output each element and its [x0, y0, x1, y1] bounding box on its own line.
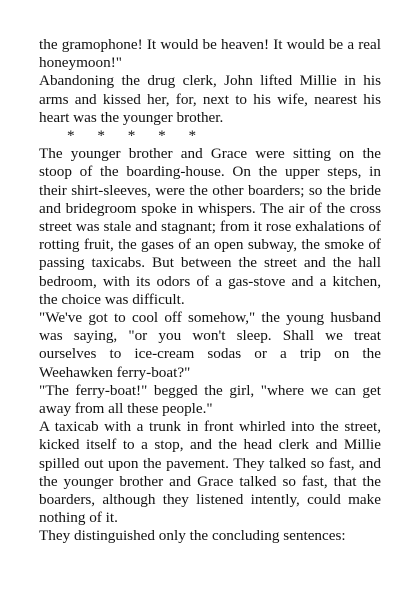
paragraph-1: the gramophone! It would be heaven! It would be a real honeymoon!" [39, 36, 381, 72]
paragraph-4: "We've got to cool off somehow," the young husband was saying, "or you won't sleep. Shall we treat ourselves to ice-cream sodas or a trip on the Weehawken ferry-boat?" [39, 309, 381, 381]
paragraph-7: They distinguished only the concluding sentences: [39, 527, 346, 545]
section-break: * * * * * [67, 127, 197, 145]
paragraph-2: Abandoning the drug clerk, John lifted Millie in his arms and kissed her, for, next to his wife, nearest his heart was the younger brother. [39, 72, 381, 126]
paragraph-6: A taxicab with a trunk in front whirled into the street, kicked itself to a stop, and the head clerk and Millie spilled out upon the pavement. They talked so fast, and the younger brother and Grace talked so fast, that the boarders, although they listened intently, could make nothing of it. [39, 418, 381, 527]
book-page [39, 36, 381, 546]
paragraph-3: The younger brother and Grace were sitting on the stoop of the boarding-house. On the upper steps, in their shirt-sleeves, were the other boarders; so the bride and bridegroom spoke in whispers. The air of the cross street was stale and stagnant; from it rose exhalations of rotting fruit, the gases of an open subway, the smoke of passing taxicabs. But between the street and the hall bedroom, with its odors of a gas-stove and a kitchen, the choice was difficult. [39, 145, 381, 308]
paragraph-5: "The ferry-boat!" begged the girl, "where we can get away from all these people." [39, 381, 381, 418]
